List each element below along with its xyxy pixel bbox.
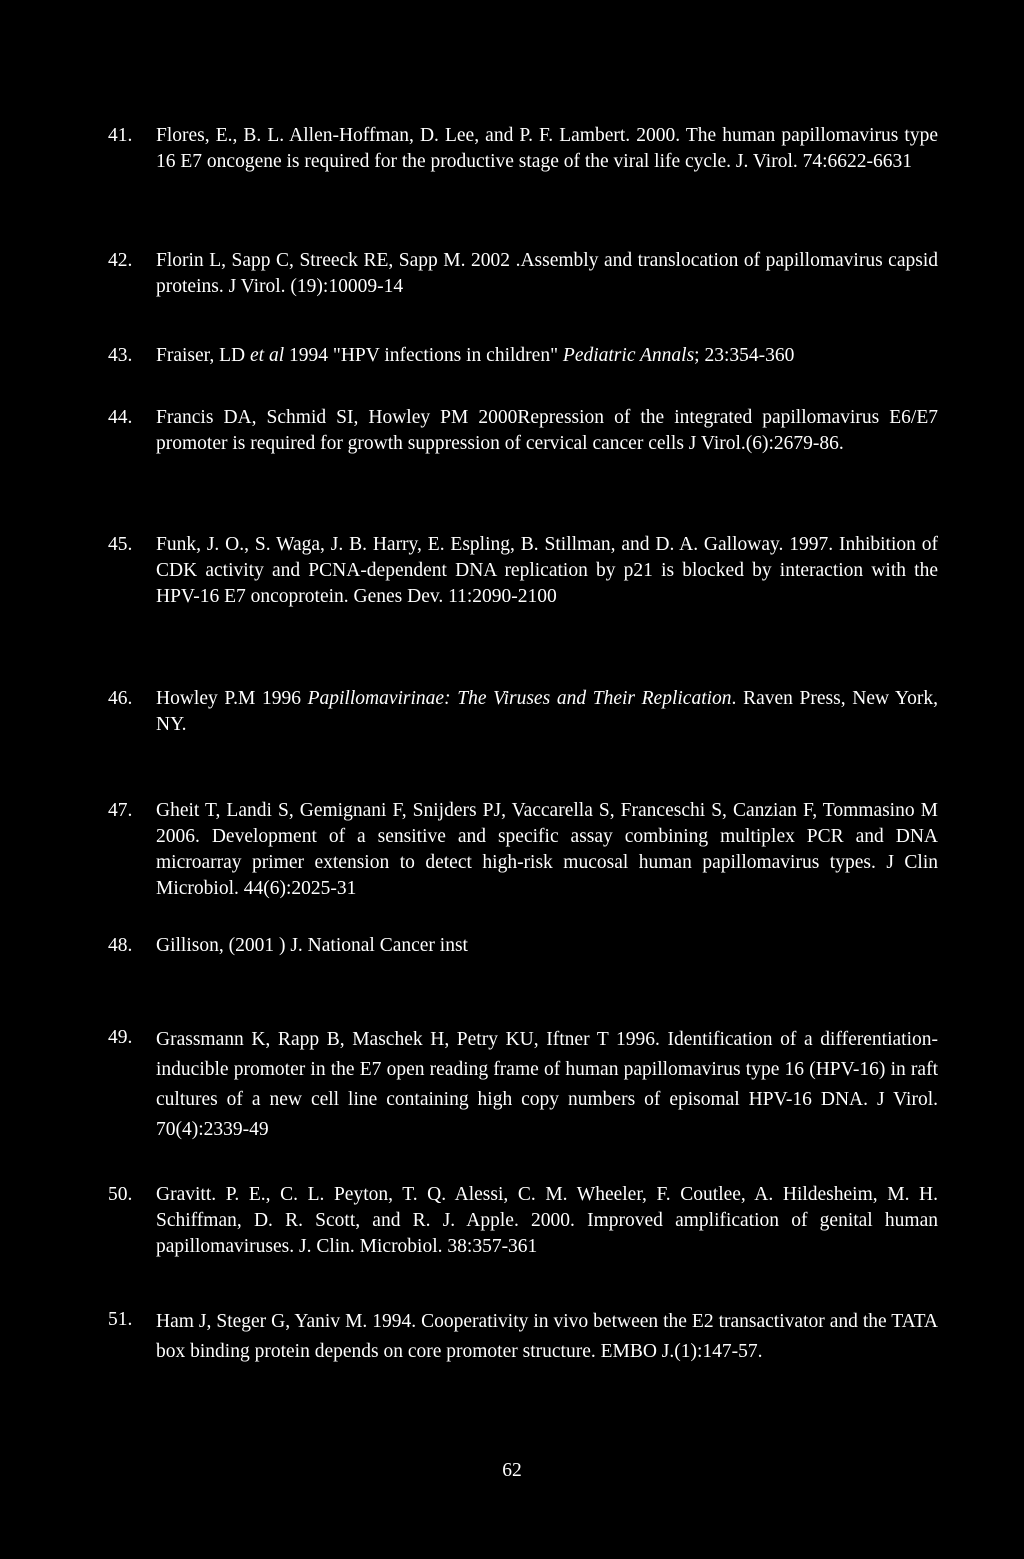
reference-44 bbox=[108, 405, 938, 457]
reference-41 bbox=[108, 123, 938, 175]
reference-text: Francis DA, Schmid SI, Howley PM 2000Repression of the integrated papillomavirus E6/E7 promoter is required for growth suppression of cervical cancer cells J Virol.(6):2679-86. bbox=[156, 407, 938, 454]
reference-text bbox=[156, 686, 938, 738]
reference-authors: Howley P.M 1996 bbox=[156, 688, 308, 709]
reference-publisher: . Raven Press, New York, NY. bbox=[156, 688, 938, 735]
reference-43 bbox=[108, 343, 938, 369]
reference-text: Ham J, Steger G, Yaniv M. 1994. Cooperativity in vivo between the E2 transactivator and the TATA box binding protein depends on core promoter structure. EMBO J.(1):147-57. bbox=[156, 1311, 938, 1362]
reference-text: Gravitt. P. E., C. L. Peyton, T. Q. Alessi, C. M. Wheeler, F. Coutlee, A. Hildesheim, M. H. Schiffman, D. R. Scott, and R. J. Apple. 2000. Improved amplification of genital human papillomaviruses. J. Clin. Microbiol. 38:357-361 bbox=[156, 1184, 938, 1257]
reference-journal: Pediatric Annals bbox=[562, 345, 695, 366]
reference-text: Funk, J. O., S. Waga, J. B. Harry, E. Espling, B. Stillman, and D. A. Galloway. 1997. Inhibition of CDK activity and PCNA-dependent DNA replication by p21 is blocked by interaction with the HPV-16 E7 oncoprotein. Genes Dev. 11:2090-2100 bbox=[156, 534, 938, 607]
page-number: 62 bbox=[502, 1460, 522, 1481]
reference-number: 51. bbox=[108, 1309, 133, 1330]
reference-text: Gillison, (2001 ) J. National Cancer inst bbox=[156, 935, 468, 956]
reference-number: 42. bbox=[108, 250, 133, 271]
reference-number: 46. bbox=[108, 688, 133, 709]
reference-number: 49. bbox=[108, 1027, 133, 1048]
reference-47 bbox=[108, 798, 938, 902]
reference-text: Grassmann K, Rapp B, Maschek H, Petry KU, Iftner T 1996. Identification of a differentiation-inducible promoter in the E7 open reading frame of human papillomavirus type 16 (HPV-16) in raft cultures of a new cell line containing high copy numbers of episomal HPV-16 DNA. J Virol. 70(4):2339-49 bbox=[156, 1029, 938, 1140]
reference-51 bbox=[108, 1307, 938, 1367]
reference-number: 43. bbox=[108, 345, 133, 366]
reference-50 bbox=[108, 1182, 938, 1260]
reference-number: 44. bbox=[108, 407, 133, 428]
reference-45 bbox=[108, 532, 938, 610]
reference-42 bbox=[108, 248, 938, 300]
reference-text: Gheit T, Landi S, Gemignani F, Snijders PJ, Vaccarella S, Franceschi S, Canzian F, Tommasino M 2006. Development of a sensitive and specific assay combining multiplex PCR and DNA microarray primer extension to detect high-risk mucosal human papillomavirus types. J Clin Microbiol. 44(6):2025-31 bbox=[156, 800, 938, 899]
reference-number: 48. bbox=[108, 935, 133, 956]
reference-number: 47. bbox=[108, 800, 133, 821]
reference-citation: ; 23:354-360 bbox=[694, 345, 795, 366]
reference-title: 1994 "HPV infections in children" bbox=[284, 345, 563, 366]
reference-text: Florin L, Sapp C, Streeck RE, Sapp M. 2002 .Assembly and translocation of papillomavirus capsid proteins. J Virol. (19):10009-14 bbox=[156, 250, 938, 297]
reference-text bbox=[156, 343, 938, 369]
reference-48 bbox=[108, 933, 938, 959]
reference-number: 41. bbox=[108, 125, 133, 146]
reference-number: 45. bbox=[108, 534, 133, 555]
reference-et-al: et al bbox=[250, 345, 285, 366]
reference-text: Flores, E., B. L. Allen-Hoffman, D. Lee, and P. F. Lambert. 2000. The human papillomavirus type 16 E7 oncogene is required for the productive stage of the viral life cycle. J. Virol. 74:6622-6631 bbox=[156, 125, 938, 172]
reference-number: 50. bbox=[108, 1184, 133, 1205]
reference-book-title: Papillomavirinae: The Viruses and Their Replication bbox=[307, 688, 732, 709]
reference-46 bbox=[108, 686, 938, 738]
reference-authors: Fraiser, LD bbox=[156, 345, 250, 366]
reference-49 bbox=[108, 1025, 938, 1145]
